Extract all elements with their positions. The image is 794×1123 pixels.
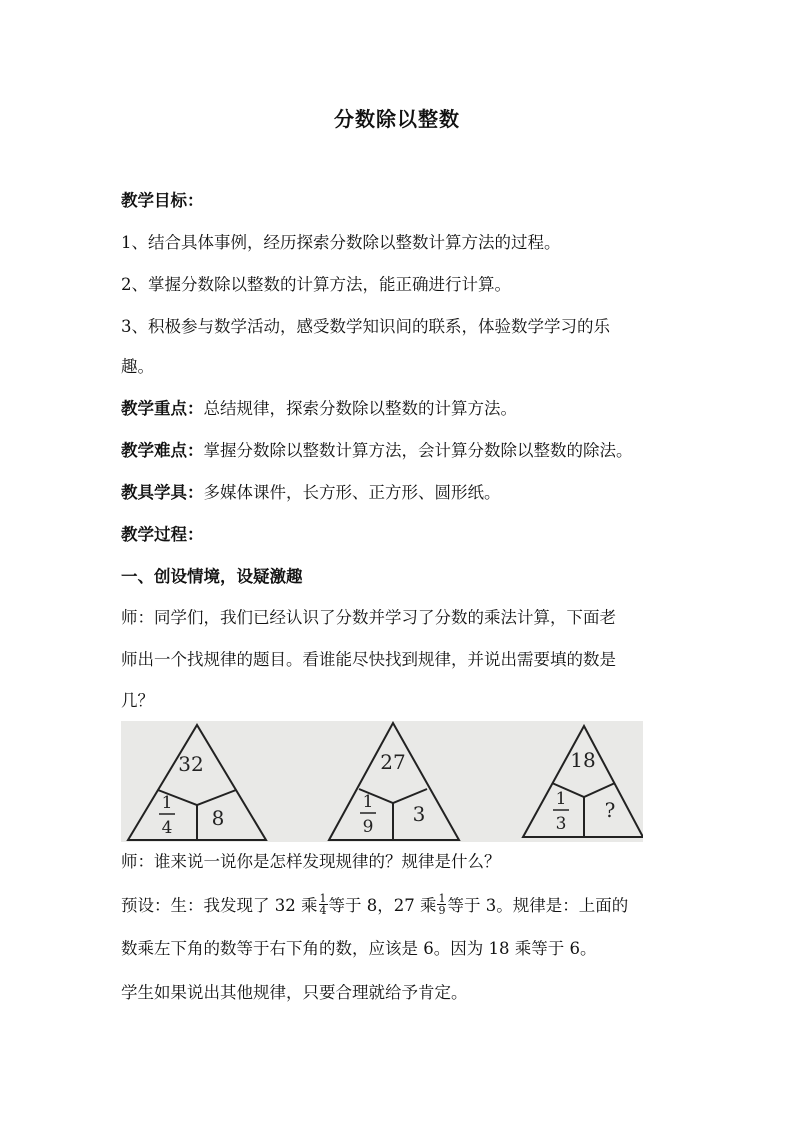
triangle-right-value: 3 [412, 802, 426, 826]
key-point-text: 总结规律，探索分数除以整数的计算方法。 [203, 399, 517, 418]
triangle-top-value: 18 [570, 748, 596, 772]
objective-item: 1、结合具体事例，经历探索分数除以整数计算方法的过程。 [121, 233, 561, 252]
preset-text: 等于 3。规律是：上面的 [447, 896, 629, 915]
triangle-frac-num: 1 [555, 789, 567, 809]
triangle-top-value: 32 [178, 752, 204, 776]
triangle-2 [329, 723, 459, 840]
preset-line-1 [121, 892, 681, 918]
document-title: 分数除以整数 [334, 107, 460, 131]
triangle-frac-den: 9 [362, 817, 374, 837]
triangle-right-value: ? [604, 798, 616, 822]
objective-item: 2、掌握分数除以整数的计算方法，能正确进行计算。 [121, 275, 511, 294]
tools [121, 482, 681, 504]
process-heading: 教学过程： [121, 525, 204, 544]
difficulty-text: 掌握分数除以整数计算方法，会计算分数除以整数的除法。 [203, 441, 633, 460]
triangle-puzzle-image [121, 721, 643, 842]
triangle-frac-num: 1 [161, 793, 173, 813]
objective-item: 趣。 [121, 357, 154, 376]
triangle-top-value: 27 [380, 750, 406, 774]
fraction-numerator: 1 [319, 892, 327, 905]
fraction [319, 893, 328, 916]
tools-label: 教具学具： [121, 483, 204, 502]
preset-text: 预设：生：我发现了 32 乘 [121, 896, 318, 915]
difficulty-label: 教学难点： [121, 441, 204, 460]
triangle-frac-num: 1 [362, 792, 374, 812]
teacher-intro-line: 几？ [121, 691, 154, 710]
difficulty [121, 440, 681, 462]
key-point [121, 398, 681, 420]
triangle-1 [128, 725, 266, 840]
teacher-intro-line: 师：同学们，我们已经认识了分数并学习了分数的乘法计算，下面老 [121, 608, 616, 627]
objective-item: 3、积极参与数学活动，感受数学知识间的联系，体验数学学习的乐 [121, 317, 610, 336]
teacher-question: 师：谁来说一说你是怎样发现规律的？规律是什么？ [121, 852, 501, 871]
triangle-puzzle-svg [121, 721, 643, 842]
triangle-frac-den: 4 [161, 818, 173, 838]
preset-line-2: 数乘左下角的数等于右下角的数，应该是 6。因为 18 乘等于 6。 [121, 939, 597, 958]
fraction [437, 893, 446, 916]
fraction-numerator: 1 [438, 892, 446, 905]
triangle-frac-den: 3 [555, 814, 567, 834]
triangle-right-value: 8 [211, 806, 225, 830]
fraction-denominator: 9 [438, 904, 446, 917]
preset-text: 等于 8，27 乘 [328, 896, 437, 915]
triangle-3 [523, 726, 643, 837]
closing-note: 学生如果说出其他规律，只要合理就给予肯定。 [121, 983, 468, 1002]
tools-text: 多媒体课件，长方形、正方形、圆形纸。 [203, 483, 501, 502]
objectives-heading: 教学目标： [121, 191, 204, 210]
fraction-denominator: 4 [319, 904, 327, 917]
teacher-intro-line: 师出一个找规律的题目。看谁能尽快找到规律，并说出需要填的数是 [121, 650, 616, 669]
section1-heading: 一、创设情境，设疑激趣 [121, 567, 303, 586]
key-point-label: 教学重点： [121, 399, 204, 418]
